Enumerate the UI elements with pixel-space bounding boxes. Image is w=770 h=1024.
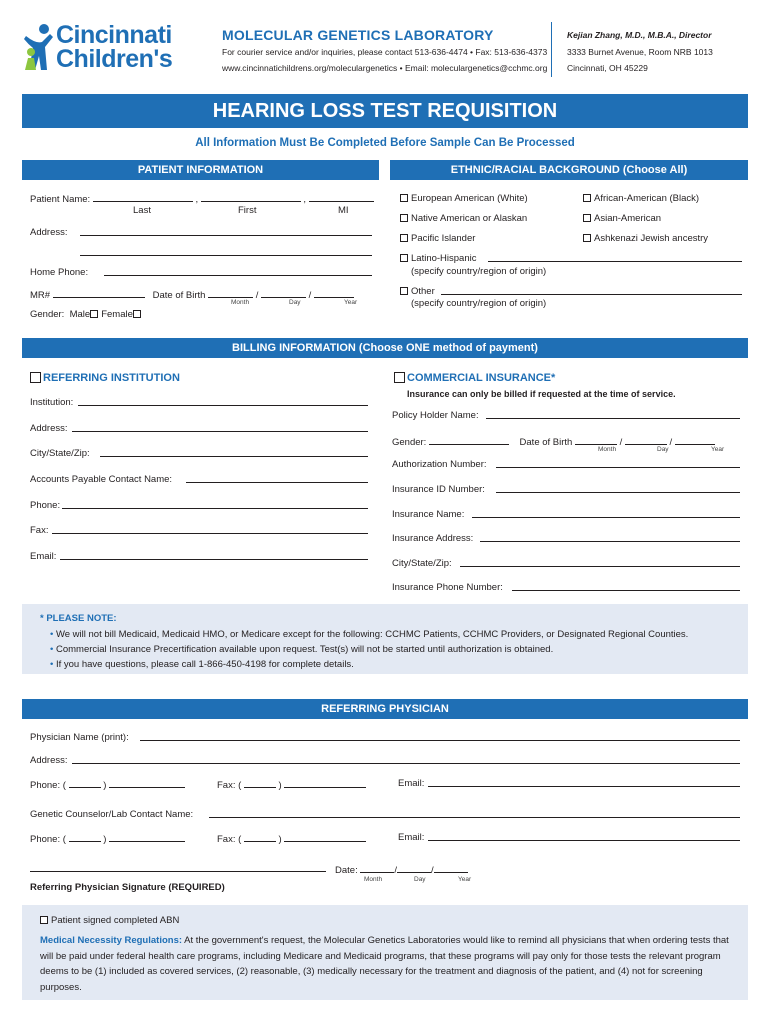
policy-holder-label: Policy Holder Name: bbox=[392, 410, 479, 421]
ins-city-label: City/State/Zip: bbox=[392, 558, 452, 569]
web-line: www.cincinnatichildrens.org/moleculargenetics • Email: moleculargenetics@cchmc.org bbox=[222, 63, 548, 73]
female-label: Female bbox=[101, 309, 133, 320]
referring-institution-option bbox=[30, 372, 180, 384]
commercial-note: Insurance can only be billed if requested at the time of service. bbox=[407, 389, 676, 399]
counselor-label: Genetic Counselor/Lab Contact Name: bbox=[30, 809, 194, 820]
bullet-icon: • bbox=[50, 644, 54, 655]
ethnic-native bbox=[400, 213, 527, 224]
regulations-text: At the government's request, the Molecular Genetics Laboratories would like to remind all physicians that when ordering tests that will be paid under federal health care programs, including Medicare and Medicaid programs, that these programs will pay only for those tests the relevant program deems to be (1) included as covered services, (2) reasonable, (3) medically necessary for the treatment and diagnosis of the patient, and (4) not for screening purposes. bbox=[40, 935, 729, 993]
physician-fax-label: Fax: ( bbox=[217, 780, 242, 791]
ins-phone-field[interactable] bbox=[512, 581, 740, 591]
note-bullet-1-text: We will not bill Medicaid, Medicaid HMO, or Medicare except for the following: CCHMC Patients, CCHMC Providers, or Designated Regional Counties. bbox=[55, 629, 689, 640]
inst-phone-field[interactable] bbox=[62, 499, 368, 509]
policy-holder-field[interactable] bbox=[486, 409, 740, 419]
counselor-email-field[interactable] bbox=[428, 831, 740, 841]
african-checkbox[interactable] bbox=[583, 194, 591, 202]
pacific-checkbox[interactable] bbox=[400, 234, 408, 242]
ins-name-label: Insurance Name: bbox=[392, 509, 465, 520]
other-note: (specify country/region of origin) bbox=[411, 298, 547, 309]
sig-date-day-field[interactable] bbox=[397, 863, 431, 873]
ethnic-pacific bbox=[400, 233, 475, 244]
physician-address-label: Address: bbox=[30, 755, 68, 766]
ap-contact-field[interactable] bbox=[186, 473, 368, 483]
ethnic-heading: ETHNIC/RACIAL BACKGROUND (Choose All) bbox=[390, 160, 748, 180]
patient-info-heading: PATIENT INFORMATION bbox=[22, 160, 379, 180]
referring-institution-checkbox[interactable] bbox=[30, 372, 41, 383]
other-label: Other bbox=[411, 286, 435, 297]
native-label: Native American or Alaskan bbox=[411, 213, 528, 224]
header-divider bbox=[551, 22, 552, 77]
physician-phone-field[interactable] bbox=[109, 778, 185, 788]
commercial-insurance-option bbox=[394, 372, 555, 384]
ins-gender-label: Gender: bbox=[392, 437, 427, 448]
counselor-fax-row: Fax: ( ) bbox=[217, 832, 366, 845]
physician-phone-row: Phone: ( ) bbox=[30, 778, 185, 791]
other-field[interactable] bbox=[441, 285, 742, 295]
abn-box bbox=[22, 905, 748, 1000]
sig-month-caption: Month bbox=[364, 876, 383, 883]
patient-address-row bbox=[30, 227, 68, 238]
note-bullet-3-text: If you have questions, please call 1-866-450-4198 for complete details. bbox=[55, 659, 354, 670]
ins-name-field[interactable] bbox=[472, 508, 740, 518]
ins-gender-field[interactable] bbox=[429, 435, 509, 445]
dob-day-field[interactable] bbox=[261, 288, 306, 298]
inst-address-label: Address: bbox=[30, 423, 68, 434]
latino-field[interactable] bbox=[488, 252, 742, 262]
logo bbox=[22, 22, 197, 74]
patient-last-field[interactable] bbox=[93, 192, 193, 202]
home-phone-label: Home Phone: bbox=[30, 267, 89, 278]
signature-date-label: Date: bbox=[335, 865, 358, 876]
other-checkbox[interactable] bbox=[400, 287, 408, 295]
latino-label: Latino-Hispanic bbox=[411, 253, 477, 264]
latino-note: (specify country/region of origin) bbox=[411, 266, 547, 277]
director: Kejian Zhang, M.D., M.B.A., Director bbox=[567, 30, 712, 40]
physician-phone-area-field[interactable] bbox=[69, 778, 101, 788]
ethnic-european bbox=[400, 193, 528, 204]
physician-phone-label: Phone: ( bbox=[30, 780, 66, 791]
inst-city-label: City/State/Zip: bbox=[30, 448, 90, 459]
pacific-label: Pacific Islander bbox=[411, 233, 476, 244]
address-line1: 3333 Burnet Avenue, Room NRB 1013 bbox=[567, 47, 713, 57]
please-note-heading: * PLEASE NOTE: bbox=[40, 613, 117, 624]
african-label: African-American (Black) bbox=[594, 193, 700, 204]
signature-date-row: Date: / / bbox=[335, 863, 468, 876]
counselor-fax-area-field[interactable] bbox=[244, 832, 276, 842]
address-line2: Cincinnati, OH 45229 bbox=[567, 63, 648, 73]
counselor-phone-label: Phone: ( bbox=[30, 834, 66, 845]
inst-city-field[interactable] bbox=[100, 447, 368, 457]
patient-first-field[interactable] bbox=[201, 192, 301, 202]
referring-physician-heading: REFERRING PHYSICIAN bbox=[22, 699, 748, 719]
physician-name-field[interactable] bbox=[140, 731, 740, 741]
european-label: European American (White) bbox=[411, 193, 528, 204]
regulations-heading: Medical Necessity Regulations: bbox=[40, 935, 183, 946]
patient-name-label: Patient Name: bbox=[30, 194, 91, 205]
institution-field[interactable] bbox=[78, 396, 368, 406]
physician-fax-field[interactable] bbox=[284, 778, 366, 788]
ins-day-caption: Day bbox=[657, 446, 669, 453]
counselor-phone-area-field[interactable] bbox=[69, 832, 101, 842]
ethnic-ashkenazi bbox=[583, 233, 708, 244]
counselor-field[interactable] bbox=[209, 808, 740, 818]
bullet-icon: • bbox=[50, 629, 54, 640]
ins-id-label: Insurance ID Number: bbox=[392, 484, 485, 495]
billing-heading: BILLING INFORMATION (Choose ONE method of payment) bbox=[22, 338, 748, 358]
lab-name: MOLECULAR GENETICS LABORATORY bbox=[222, 27, 494, 43]
mr-row: MR# Date of Birth / / bbox=[30, 288, 354, 301]
sig-year-caption: Year bbox=[458, 876, 472, 883]
year-caption: Year bbox=[344, 299, 358, 306]
day-caption: Day bbox=[289, 299, 301, 306]
inst-fax-field[interactable] bbox=[52, 524, 368, 534]
counselor-phone-field[interactable] bbox=[109, 832, 185, 842]
male-checkbox[interactable] bbox=[90, 310, 98, 318]
note-bullet-2 bbox=[50, 644, 553, 655]
inst-fax-label: Fax: bbox=[30, 525, 49, 536]
please-note-box bbox=[22, 604, 748, 674]
asian-checkbox[interactable] bbox=[583, 214, 591, 222]
contact-line: For courier service and/or inquiries, please contact 513-636-4474 • Fax: 513-636-4373 bbox=[222, 47, 548, 57]
counselor-fax-label: Fax: ( bbox=[217, 834, 242, 845]
ins-year-caption: Year bbox=[711, 446, 725, 453]
ethnic-african bbox=[583, 193, 699, 204]
auth-label: Authorization Number: bbox=[392, 459, 487, 470]
ethnic-asian bbox=[583, 213, 661, 224]
abn-label: Patient signed completed ABN bbox=[51, 915, 180, 926]
commercial-insurance-label: COMMERCIAL INSURANCE* bbox=[407, 372, 556, 384]
counselor-fax-field[interactable] bbox=[284, 832, 366, 842]
ins-phone-label: Insurance Phone Number: bbox=[392, 582, 503, 593]
auth-field[interactable] bbox=[496, 458, 740, 468]
abn-row bbox=[40, 915, 179, 926]
counselor-phone-row: Phone: ( ) bbox=[30, 832, 185, 845]
ins-dob-label: Date of Birth bbox=[519, 437, 573, 448]
patient-address-label: Address: bbox=[30, 227, 68, 238]
patient-mi-field[interactable] bbox=[309, 192, 374, 202]
ethnic-latino bbox=[400, 253, 476, 264]
physician-email-field[interactable] bbox=[428, 777, 740, 787]
native-checkbox[interactable] bbox=[400, 214, 408, 222]
page-title: HEARING LOSS TEST REQUISITION bbox=[22, 94, 748, 128]
last-caption: Last bbox=[133, 205, 151, 216]
sig-date-month-field[interactable] bbox=[360, 863, 394, 873]
mr-label: MR# bbox=[30, 290, 51, 301]
inst-address-field[interactable] bbox=[72, 422, 368, 432]
referring-institution-label: REFERRING INSTITUTION bbox=[43, 372, 180, 384]
patient-address-field-2[interactable] bbox=[80, 246, 372, 256]
logo-line1: Cincinnati bbox=[56, 21, 172, 49]
page-subtitle: All Information Must Be Completed Before Sample Can Be Processed bbox=[195, 137, 575, 149]
sig-day-caption: Day bbox=[414, 876, 426, 883]
female-checkbox[interactable] bbox=[133, 310, 141, 318]
ethnic-other bbox=[400, 286, 435, 297]
sig-date-year-field[interactable] bbox=[434, 863, 468, 873]
gender-row bbox=[30, 309, 144, 320]
ins-id-field[interactable] bbox=[496, 483, 740, 493]
ins-month-caption: Month bbox=[598, 446, 617, 453]
ins-city-field[interactable] bbox=[460, 557, 740, 567]
dob-year-field[interactable] bbox=[314, 288, 354, 298]
ins-dob-day-field[interactable] bbox=[625, 435, 667, 445]
latino-checkbox[interactable] bbox=[400, 254, 408, 262]
inst-phone-label: Phone: bbox=[30, 500, 61, 511]
bullet-icon: • bbox=[50, 659, 54, 670]
patient-address-field-1[interactable] bbox=[80, 226, 372, 236]
physician-fax-row: Fax: ( ) bbox=[217, 778, 366, 791]
dob-label: Date of Birth bbox=[152, 290, 206, 301]
mi-caption: MI bbox=[338, 205, 349, 216]
abn-checkbox[interactable] bbox=[40, 916, 48, 924]
male-label: Male bbox=[69, 309, 91, 320]
ashkenazi-checkbox[interactable] bbox=[583, 234, 591, 242]
physician-email-label: Email: bbox=[398, 778, 425, 789]
counselor-email-label: Email: bbox=[398, 832, 425, 843]
dob-month-field[interactable] bbox=[208, 288, 253, 298]
physician-name-label: Physician Name (print): bbox=[30, 732, 129, 743]
ins-address-field[interactable] bbox=[480, 532, 740, 542]
institution-label: Institution: bbox=[30, 397, 74, 408]
inst-email-field[interactable] bbox=[60, 550, 368, 560]
commercial-insurance-checkbox[interactable] bbox=[394, 372, 405, 383]
home-phone-field[interactable] bbox=[104, 266, 372, 276]
first-caption: First bbox=[238, 205, 257, 216]
physician-fax-area-field[interactable] bbox=[244, 778, 276, 788]
note-bullet-1 bbox=[50, 629, 688, 640]
inst-email-label: Email: bbox=[30, 551, 57, 562]
european-checkbox[interactable] bbox=[400, 194, 408, 202]
patient-name-row: Patient Name: , , bbox=[30, 192, 374, 205]
signature-label: Referring Physician Signature (REQUIRED) bbox=[30, 882, 225, 893]
asian-label: Asian-American bbox=[594, 213, 662, 224]
gender-label: Gender: bbox=[30, 309, 65, 320]
note-bullet-3 bbox=[50, 659, 354, 670]
logo-line2: Children's bbox=[56, 45, 173, 73]
physician-address-field[interactable] bbox=[72, 754, 740, 764]
ashkenazi-label: Ashkenazi Jewish ancestry bbox=[594, 233, 709, 244]
ap-contact-label: Accounts Payable Contact Name: bbox=[30, 474, 173, 485]
physician-signature-field[interactable] bbox=[30, 862, 326, 872]
ins-dob-year-field[interactable] bbox=[675, 435, 715, 445]
ins-dob-month-field[interactable] bbox=[575, 435, 617, 445]
mr-field[interactable] bbox=[53, 288, 145, 298]
ins-gender-row: Gender: Date of Birth / / bbox=[392, 435, 715, 448]
note-bullet-2-text: Commercial Insurance Precertification available upon request. Test(s) will not be started until authorization is obtained. bbox=[55, 644, 554, 655]
ins-address-label: Insurance Address: bbox=[392, 533, 474, 544]
regulations-paragraph bbox=[40, 933, 736, 995]
month-caption: Month bbox=[231, 299, 250, 306]
logo-figure-icon bbox=[22, 22, 56, 72]
